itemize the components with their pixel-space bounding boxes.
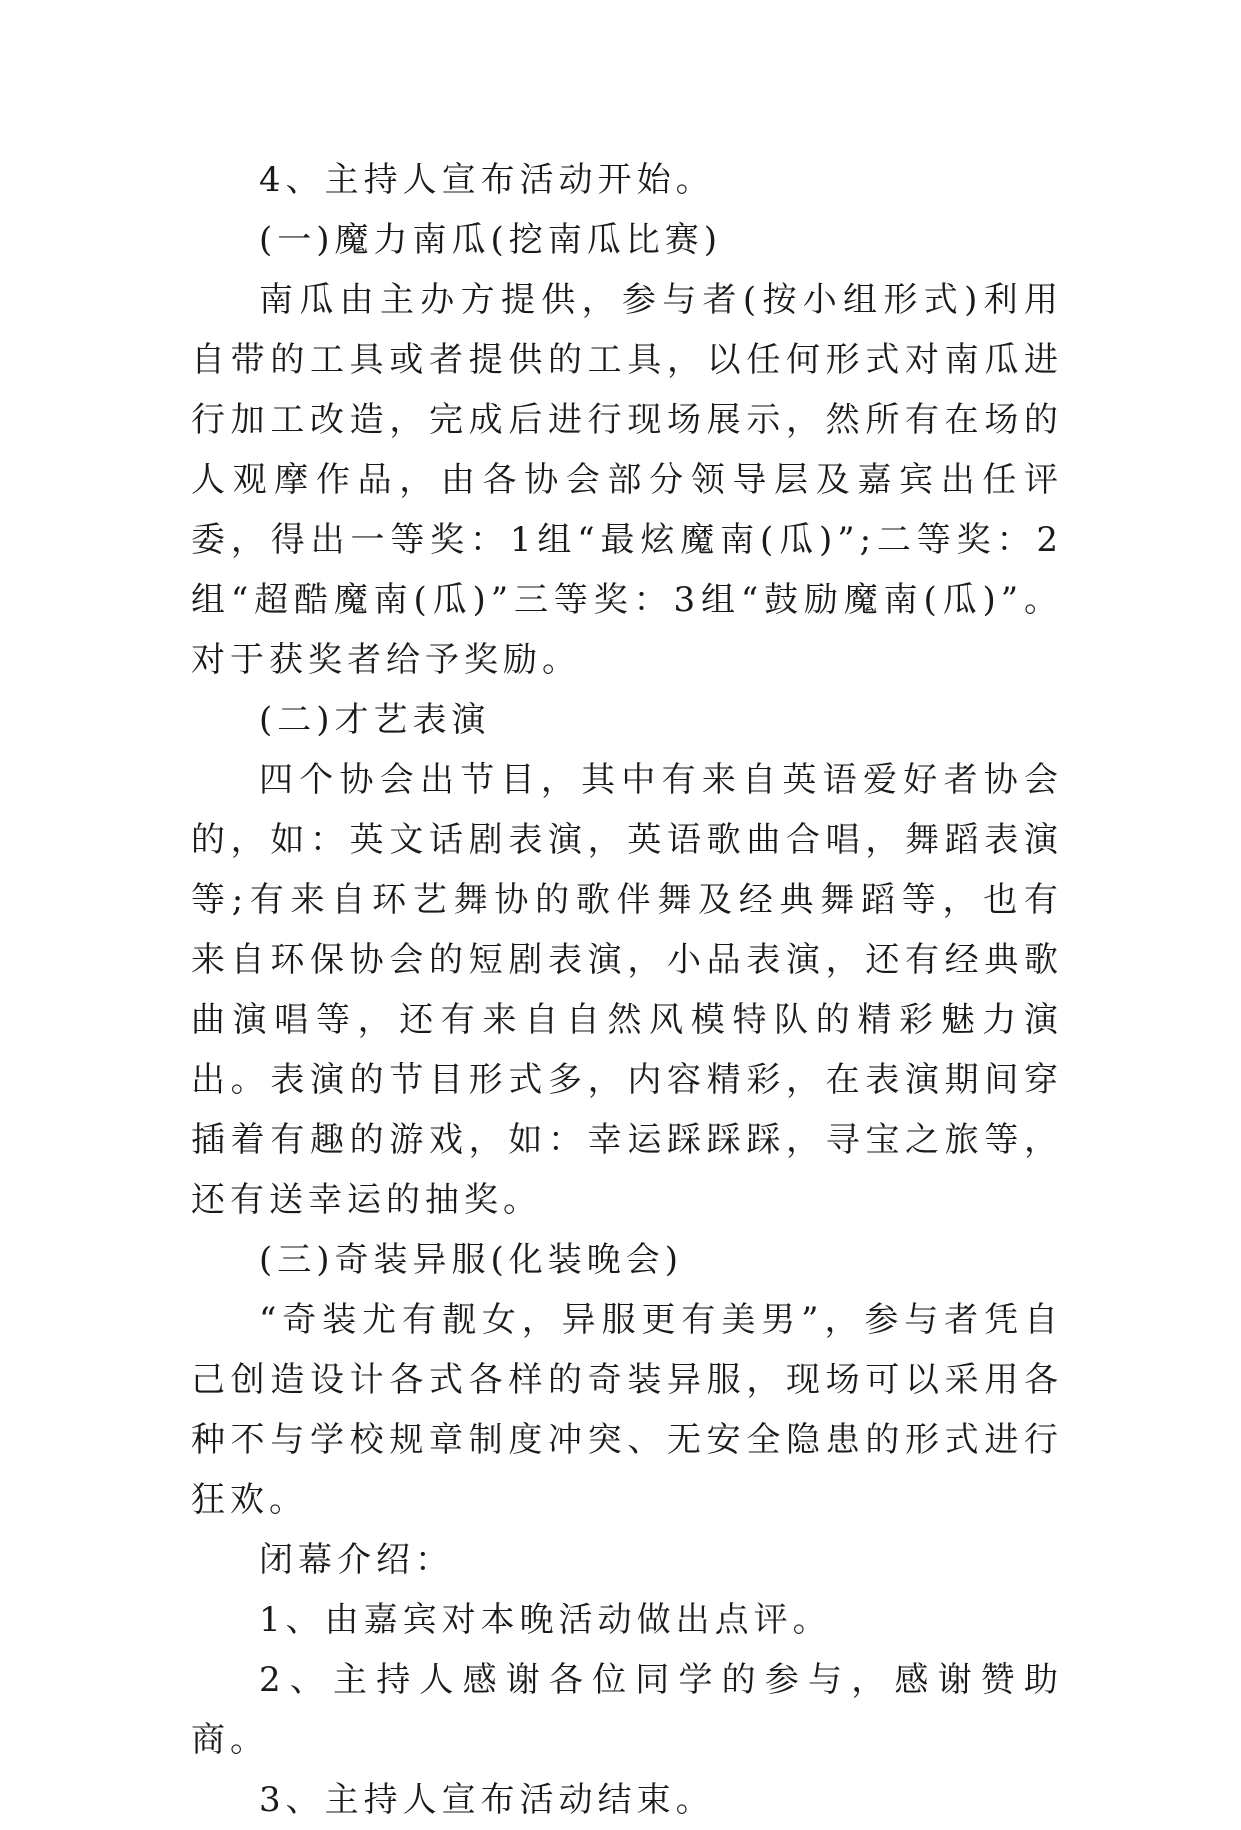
section-heading-pumpkin: (一)魔力南瓜(挖南瓜比赛) (259, 220, 723, 260)
section-heading-costume-party: (三)奇装异服(化装晚会) (259, 1240, 684, 1280)
document-body (191, 150, 1063, 1830)
paragraph-costume-party: “奇装尤有靓女，异服更有美男”，参与者凭自己创造设计各式各样的奇装异服，现场可以采用各种不与学校规章制度冲突、无安全隐患的形式进行狂欢。 (191, 1300, 1063, 1520)
closing-heading: 闭幕介绍： (259, 1540, 454, 1580)
paragraph-talent-show: 四个协会出节目，其中有来自英语爱好者协会的，如：英文话剧表演，英语歌曲合唱，舞蹈表演等;有来自环艺舞协的歌伴舞及经典舞蹈等，也有来自环保协会的短剧表演，小品表演，还有经典歌曲演唱等，还有来自自然风模特队的精彩魅力演出。表演的节目形式多，内容精彩，在表演期间穿插着有趣的游戏，如：幸运踩踩踩，寻宝之旅等，还有送幸运的抽奖。 (191, 760, 1063, 1220)
closing-item-2: 2、主持人感谢各位同学的参与，感谢赞助商。 (191, 1660, 1063, 1760)
paragraph-pumpkin-contest: 南瓜由主办方提供，参与者(按小组形式)利用自带的工具或者提供的工具，以任何形式对南瓜进行加工改造，完成后进行现场展示，然所有在场的人观摩作品，由各协会部分领导层及嘉宾出任评委，得出一等奖：1组“最炫魔南(瓜)”;二等奖：2组“超酷魔南(瓜)”三等奖：3组“鼓励魔南(瓜)”。对于获奖者给予奖励。 (191, 280, 1063, 680)
closing-item-3: 3、主持人宣布活动结束。 (259, 1780, 715, 1820)
section-heading-talent-show: (二)才艺表演 (259, 700, 491, 740)
closing-item-1: 1、由嘉宾对本晚活动做出点评。 (259, 1600, 832, 1640)
paragraph-step-4-start: 4、主持人宣布活动开始。 (259, 160, 715, 200)
